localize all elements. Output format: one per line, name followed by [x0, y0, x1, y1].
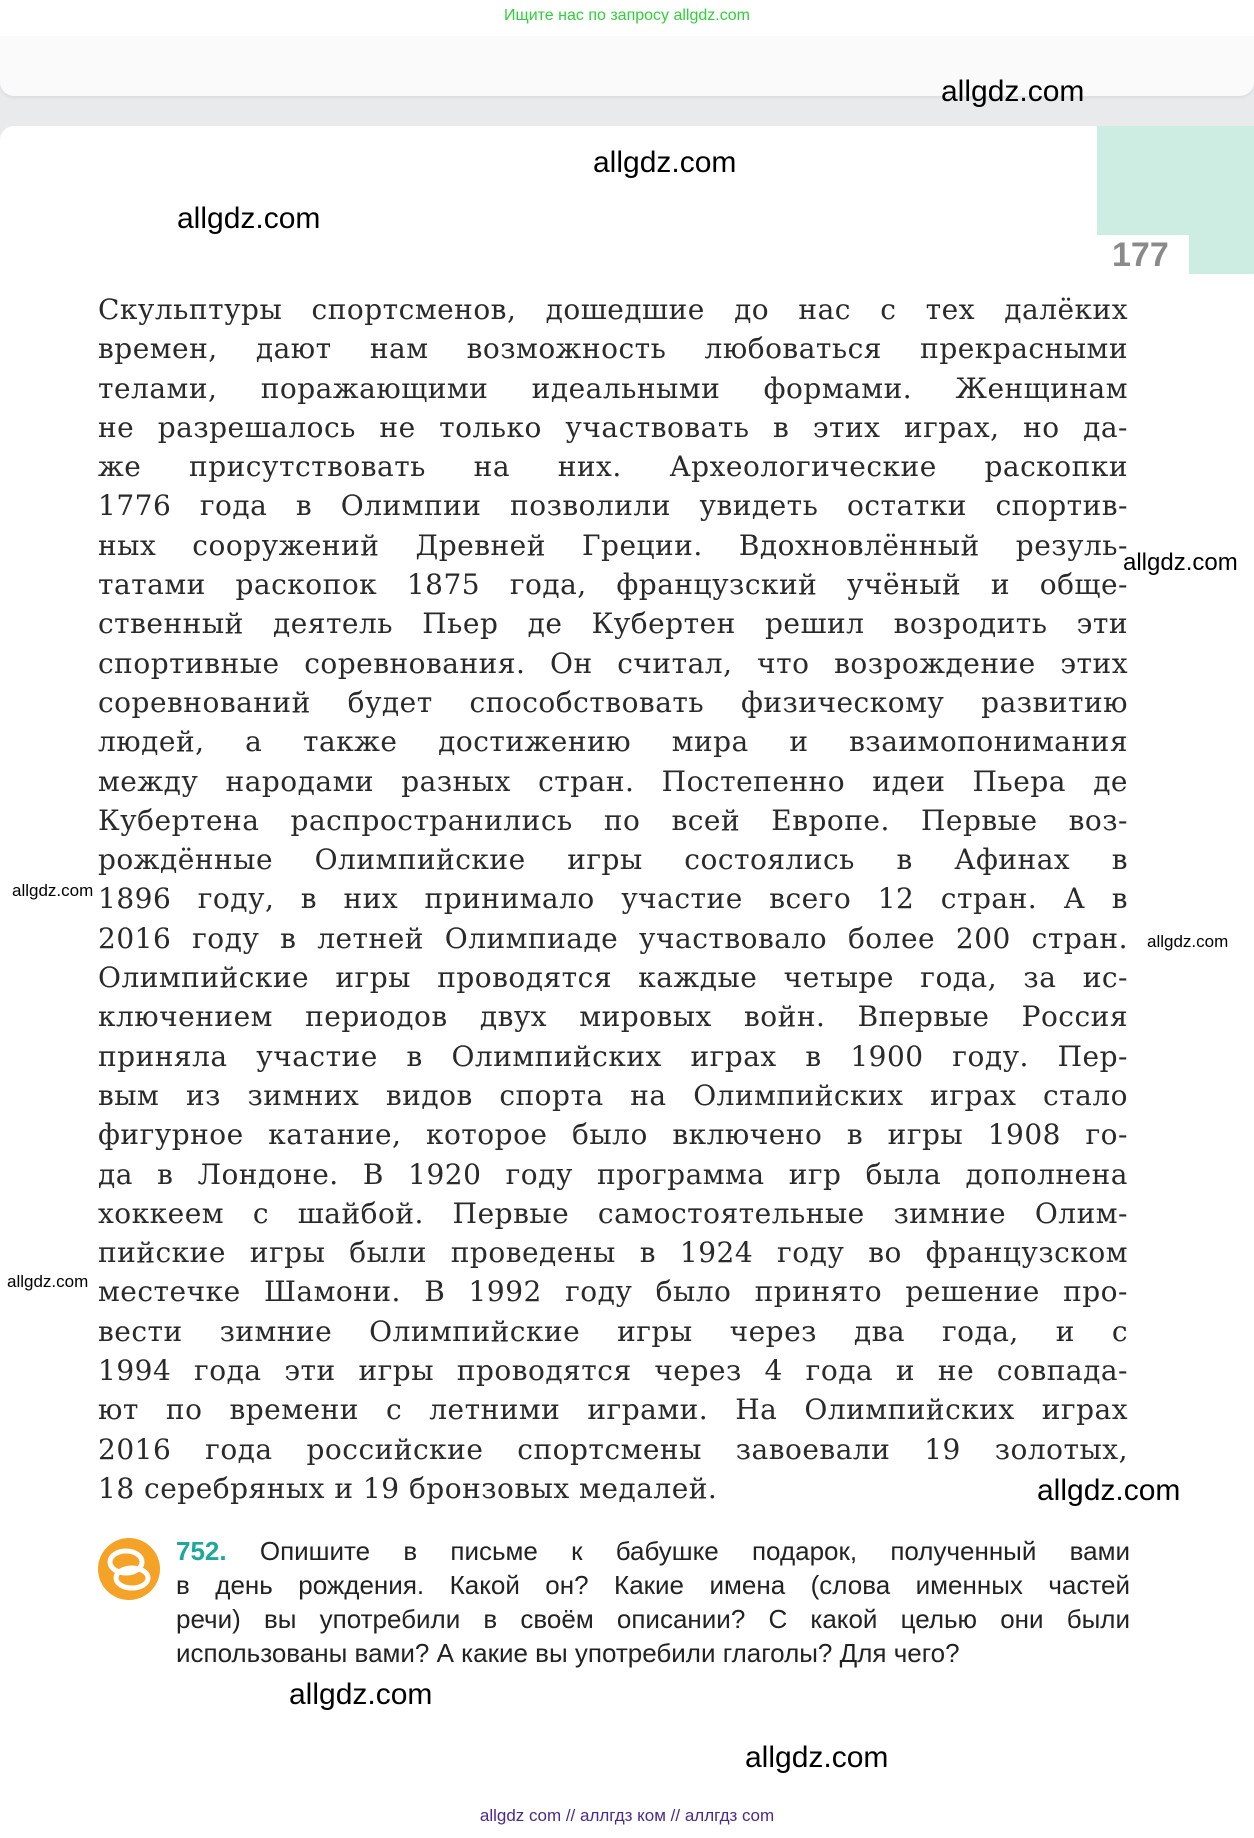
watermark: allgdz.com	[1147, 932, 1229, 951]
exercise-line	[176, 1568, 1130, 1602]
text-line: вым из зимних видов спорта на Олимпийских играх стало	[98, 1078, 1128, 1112]
text-line: Олимпийские игры проводятся каждые четыре года, за ис-	[98, 961, 1128, 995]
text-line: ных сооружений Древней Греции. Вдохновлённый резуль-	[98, 528, 1128, 562]
text-line: между народами разных стран. Постепенно идеи Пьера де	[98, 764, 1128, 798]
text-line: спортивные соревнования. Он считал, что возрождение этих	[98, 646, 1128, 680]
text-line: да в Лондоне. В 1920 году программа игр была дополнена	[98, 1157, 1128, 1191]
text-line: Кубертена распространились по всей Европе. Первые воз-	[98, 803, 1128, 837]
watermark: allgdz.com	[7, 1272, 89, 1291]
exercise-text: речи) вы употребили в своём описании? С какой целью они были	[176, 1604, 1130, 1634]
exercise-number: 752.	[176, 1536, 227, 1566]
text-line: соревнований будет способствовать физическому развитию	[98, 685, 1128, 719]
text-line: 1896 году, в них принимало участие всего 12 стран. А в	[98, 882, 1128, 916]
text-line: ственный деятель Пьер де Кубертен решил возродить эти	[98, 607, 1128, 641]
watermark: allgdz.com	[941, 75, 1085, 108]
watermark: allgdz.com	[289, 1678, 433, 1711]
exercise-text: в день рождения. Какой он? Какие имена (слова именных частей	[176, 1570, 1130, 1600]
exercise-752	[176, 1534, 1130, 1670]
text-line: 2016 году в летней Олимпиаде участвовало более 200 стран.	[98, 921, 1128, 955]
text-line: же присутствовать на них. Археологические раскопки	[98, 450, 1128, 484]
footer-links[interactable]: allgdz com // аллгдз ком // аллгдз com	[479, 1806, 775, 1825]
exercise-line	[176, 1534, 1130, 1568]
exercise-text: Опишите в письме к бабушке подарок, полученный вами	[259, 1536, 1130, 1566]
top-banner	[0, 0, 1254, 36]
exercise-text: использованы вами? А какие вы употребили глаголы? Для чего?	[176, 1638, 960, 1668]
exercise-line	[176, 1636, 1130, 1670]
text-line: не разрешалось не только участвовать в этих играх, но да-	[98, 410, 1128, 444]
body-text	[98, 290, 1128, 1508]
banner-text[interactable]: Ищите нас по запросу allgdz.com	[504, 7, 750, 24]
text-line: пийские игры были проведены в 1924 году во французском	[98, 1236, 1128, 1270]
text-line: 2016 года российские спортсмены завоевали 19 золотых,	[98, 1432, 1128, 1466]
watermark: allgdz.com	[177, 202, 321, 235]
discussion-icon	[98, 1538, 160, 1600]
text-line: рождённые Олимпийские игры состоялись в Афинах в	[98, 843, 1128, 877]
text-line: 1776 года в Олимпии позволили увидеть остатки спортив-	[98, 489, 1128, 523]
watermark: allgdz.com	[12, 881, 94, 900]
exercise-line	[176, 1602, 1130, 1636]
page-number: 177	[1112, 236, 1169, 274]
text-line: 1994 года эти игры проводятся через 4 года и не совпада-	[98, 1354, 1128, 1388]
watermark: allgdz.com	[745, 1741, 889, 1774]
text-line: татами раскопок 1875 года, французский учёный и обще-	[98, 568, 1128, 602]
watermark: allgdz.com	[593, 146, 737, 179]
text-line: ключением периодов двух мировых войн. Впервые Россия	[98, 1000, 1128, 1034]
text-line: вести зимние Олимпийские игры через два года, и с	[98, 1314, 1128, 1348]
text-line: людей, а также достижению мира и взаимопонимания	[98, 725, 1128, 759]
text-line: приняла участие в Олимпийских играх в 1900 году. Пер-	[98, 1039, 1128, 1073]
watermark: allgdz.com	[1123, 549, 1238, 576]
text-line: Скульптуры спортсменов, дошедшие до нас с тех далёких	[98, 293, 1128, 326]
watermark: allgdz.com	[1037, 1474, 1181, 1507]
text-line: хоккеем с шайбой. Первые самостоятельные зимние Олим-	[98, 1196, 1128, 1230]
text-line: фигурное катание, которое было включено в игры 1908 го-	[98, 1118, 1128, 1152]
text-line: местечке Шамони. В 1992 году было принято решение про-	[98, 1275, 1128, 1309]
text-line: телами, поражающими идеальными формами. Женщинам	[98, 371, 1128, 405]
text-line: 18 серебряных и 19 бронзовых медалей.	[98, 1471, 718, 1505]
text-line: времен, дают нам возможность любоваться прекрасными	[98, 332, 1128, 366]
text-line: ют по времени с летними играми. На Олимпийских играх	[98, 1393, 1128, 1427]
